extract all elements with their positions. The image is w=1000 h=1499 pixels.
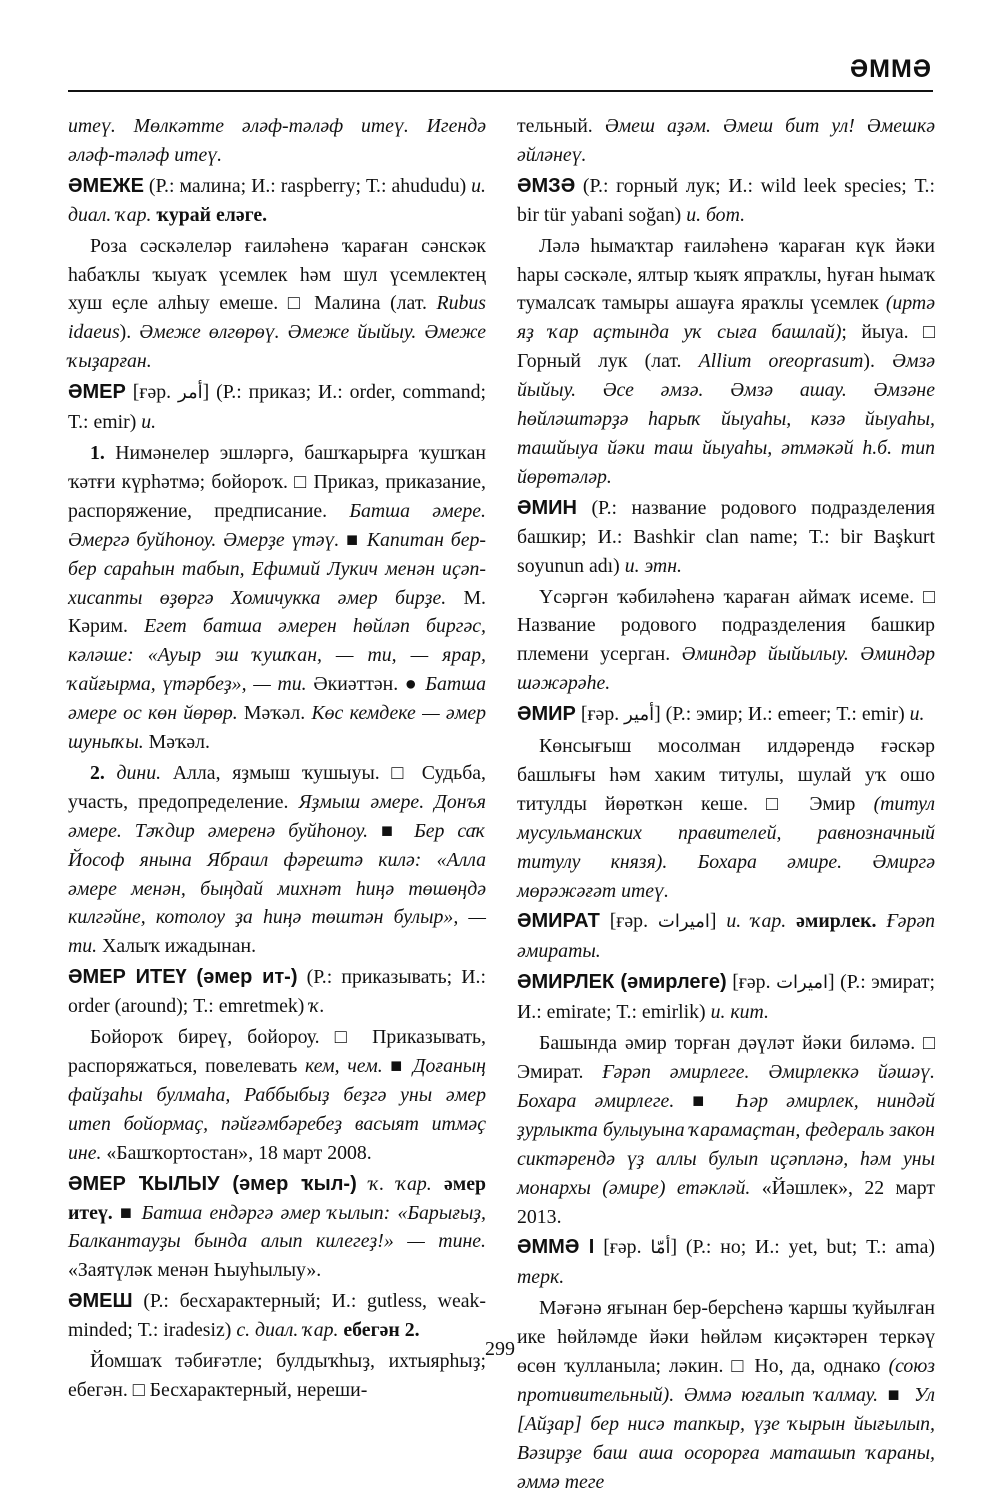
definition: Башында әмир торған дәүләт йәки биләмә. □ Эмират. Ғәрәп әмирлеге. Әмирлеккә йәшәү. Бохара әмирлеге. ■ Һәр әмирлек, ниндәй ҙурлыкта булыуына ҡарамаҫтан, федераль закон сиктәрендә үҙ аллы булып иҫәпләнә, һәм уны монархы (әмире) етәкләй. «Йәшлек», 22 март 2013. bbox=[517, 1032, 935, 1228]
headword: ӘМИН bbox=[517, 496, 577, 519]
headword: ӘММӘ bbox=[517, 1236, 580, 1259]
headword: ӘМИРЛЕК bbox=[517, 971, 615, 994]
headword: ӘМЗӘ bbox=[517, 174, 576, 197]
entry-emir: ӘМИР [ғәр. أمير] (Р.: эмир; И.: emeer; Т.: emir) и. bbox=[517, 703, 925, 726]
headword: ӘМЕР ИТЕҮ bbox=[68, 966, 187, 989]
sense-1: 1. Нимәнелер эшләргә, башҡарырға ҡушҡан ҡәтғи күрһәтмә; бойороҡ. □ Приказ, приказание, распоряжение, предписание. Батша әмере. Әмергә буйһоноу. Әмерҙе үтәү. ■ Капитан бер-бер сараһын табып, Ефимий Лукич менән иҫәп-хисапты өҙөргә Хомичукка әмер бирҙе. М. Кәрим. Егет батша әмерен һөйләп биргәс, кәләше: «Ауыр эш ҡушҡан, — ти, — ярар, ҡайғырма, үтәрбеҙ», — ти. Әкиәттән. ● Батша әмере ос көн йөрөр. Мәҡәл. Көс кемдеке — әмер шуныҡы. Мәҡәл. bbox=[68, 441, 487, 754]
entry-emze: ӘМЗӘ (Р.: горный лук; И.: wild leek species; Т.: bir tür yabani soğan) и. бот. bbox=[517, 174, 935, 226]
page-number: 299 bbox=[485, 1338, 515, 1360]
entry-emesh: ӘМЕШ (Р.: бесхарактерный; И.: gutless, weak-minded; Т.: iradesiz) с. диал. ҡар. ебегән 2. bbox=[68, 1290, 486, 1342]
entry-emirat: ӘМИРАТ [ғәр. امیرات] и. ҡар. әмирлек. Ғәрәп әмираты. bbox=[517, 910, 935, 963]
square-icon: ■ bbox=[674, 1089, 736, 1112]
left-column bbox=[68, 112, 486, 1407]
entry-emer-kylyu: ӘМЕР ҠЫЛЫУ (әмер ҡыл-) ҡ. ҡар. әмер итеү. ■ Батша ендәргә әмер ҡылып: «Барығыҙ, Балкантауҙы бында алып килегеҙ!» — тине. «Заятүләк менән Һыуһылыу». bbox=[68, 1172, 486, 1282]
definition: Мәғәнә яғынан бер-берсһенә ҡаршы ҡуйылған ике һөйләмде йәки һөйләм киҫәктәрен теркәү өсөн ҡулланыла; ләкин. □ Но, да, однако (союз противительный). Әммә юғалып ҡалмау. ■ Ул [Айҙар] бер нисә тапкыр, үҙе ҡырын йығылып, Вәзирҙе баш аша осорорға маташып ҡараны, әммә теге bbox=[517, 1297, 935, 1493]
right-column bbox=[517, 112, 935, 1499]
entry-emin: ӘМИН (Р.: название родового подразделения башкир; И.: Bashkir clan name; Т.: bir Başkurt soyunun adı) и. этн. bbox=[517, 496, 935, 577]
entry-emer: ӘМЕР [ғәр. أمر] (Р.: приказ; И.: order, command; Т.: emir) и. bbox=[68, 381, 486, 434]
definition: Ләлә һымаҡтар ғаиләһенә ҡараған күк йәки һары сәскәле, ялтыр ҡыяҡ япраҡлы, һуған һымаҡ тумалсаҡ тамыры ашауға яраҡлы үсемлек (иртә яҙ ҡар аҫтында уҡ сыға башлай); йыуа. □ Горный лук (лат. Allium oreoprasum). Әмзә йыйыу. Әсе әмзә. Әмзә ашау. Әмзәне һөйләштәрҙә һарыҡ йыуаһы, кәзә йыуаһы, ташйыуа йәки таш йыуаһы, әтмәкәй һ.б. тип йөрөтәләр. bbox=[517, 234, 935, 488]
running-head: ӘММӘ bbox=[850, 55, 932, 83]
square-icon: ■ bbox=[112, 1201, 142, 1224]
bullet-icon: ● bbox=[404, 673, 419, 696]
headword: ӘМЕР bbox=[68, 381, 126, 404]
square-icon: ■ bbox=[368, 819, 415, 842]
headword: ӘМЕР ҠЫЛЫУ bbox=[68, 1172, 220, 1195]
definition: Үсәргән ҡәбиләһенә ҡараған аймаҡ исеме. □ Название родового подразделения башкир племени усерган. Әминдәр йыйылыу. Әминдәр шәжәрәһе. bbox=[517, 585, 936, 695]
definition: Бойороҡ биреү, бойороу. □ Приказывать, распоряжаться, повелевать кем, чем. ■ Доғаның файҙаһы булмаһа, Раббыбыҙ беҙгә уны әмер итеп бойормаҫ, пәйғәмбәребеҙ васыят итмәҫ ине. «Башҡортостан», 18 март 2008. bbox=[68, 1026, 486, 1164]
entry-continuation: итеү. Мөлкәтте әләф-тәләф итеү. Игендә әләф-тәләф итеү. bbox=[68, 115, 486, 166]
square-icon: ■ bbox=[382, 1055, 413, 1077]
headword: ӘМИР bbox=[517, 703, 576, 726]
square-icon: ■ bbox=[339, 528, 367, 551]
entry-emezhe: ӘМЕЖЕ (Р.: малина; И.: raspberry; Т.: ahududu) и. диал. ҡар. ҡурай еләге. bbox=[68, 174, 486, 226]
sense-2: 2. дини. Алла, яҙмыш ҡушыуы. □ Судьба, участь, предопределение. Яҙмыш әмере. Донъя әмере. Тәҡдир әмеренә буйһоноу. ■ Бер саҡ Йософ янына Ябраил фәрештә килә: «Алла әмере менән, быңдай михнәт һиңә төшөңдә килгәйне, котолоу ҙа һиңә төштән булыр», — ти. Халыҡ ижадынан. bbox=[68, 761, 486, 958]
entry-emer-iteu: ӘМЕР ИТЕҮ (әмер ит-) (Р.: приказывать; И.: order (around); Т.: emretmek) ҡ. bbox=[68, 966, 486, 1018]
entry-continuation: тельный. Әмеш аҙәм. Әмеш бит ул! Әмешкә әйләнеү. bbox=[517, 115, 936, 166]
headword: ӘМЕЖЕ bbox=[68, 174, 144, 197]
headword: ӘМЕШ bbox=[68, 1290, 133, 1313]
definition: Йомшаҡ тәбиғәтле; булдыҡһыҙ, ихтыярһыҙ; ебегән. □ Бесхарактерный, нереши- bbox=[68, 1350, 486, 1401]
definition: Роза сәскәлеләр ғаиләһенә ҡараған сәнскәк һабаҡлы ҡыуаҡ үсемлек һәм шул үсемлектең хуш еҫле алһыу емеше. □ Малина (лат. Rubus idaeus). Әмеже өлгөрөү. Әмеже йыйыу. Әмеже ҡыҙарған. bbox=[68, 234, 486, 373]
header-rule bbox=[68, 90, 933, 92]
entry-emirlek: ӘМИРЛЕК (әмирлеге) [ғәр. امیرات] (Р.: эмират; И.: emirate; Т.: emirlik) и. кит. bbox=[517, 971, 935, 1024]
definition: Көнсығыш мосолман илдәрендә ғәскәр башлығы һәм хаким титулы, шулай уҡ ошо титулды йөрөткән кеше. □ Эмир (титул мусульманских правителей, равнозначный титулу князя). Бохара әмире. Әмиргә мөрәжәғәт итеү. bbox=[517, 735, 935, 902]
headword: ӘМИРАТ bbox=[517, 910, 600, 933]
entry-emme: ӘММӘ I [ғәр. أمّا] (Р.: но; И.: yet, but; Т.: ama) терк. bbox=[517, 1236, 935, 1289]
square-icon: ■ bbox=[878, 1383, 915, 1406]
